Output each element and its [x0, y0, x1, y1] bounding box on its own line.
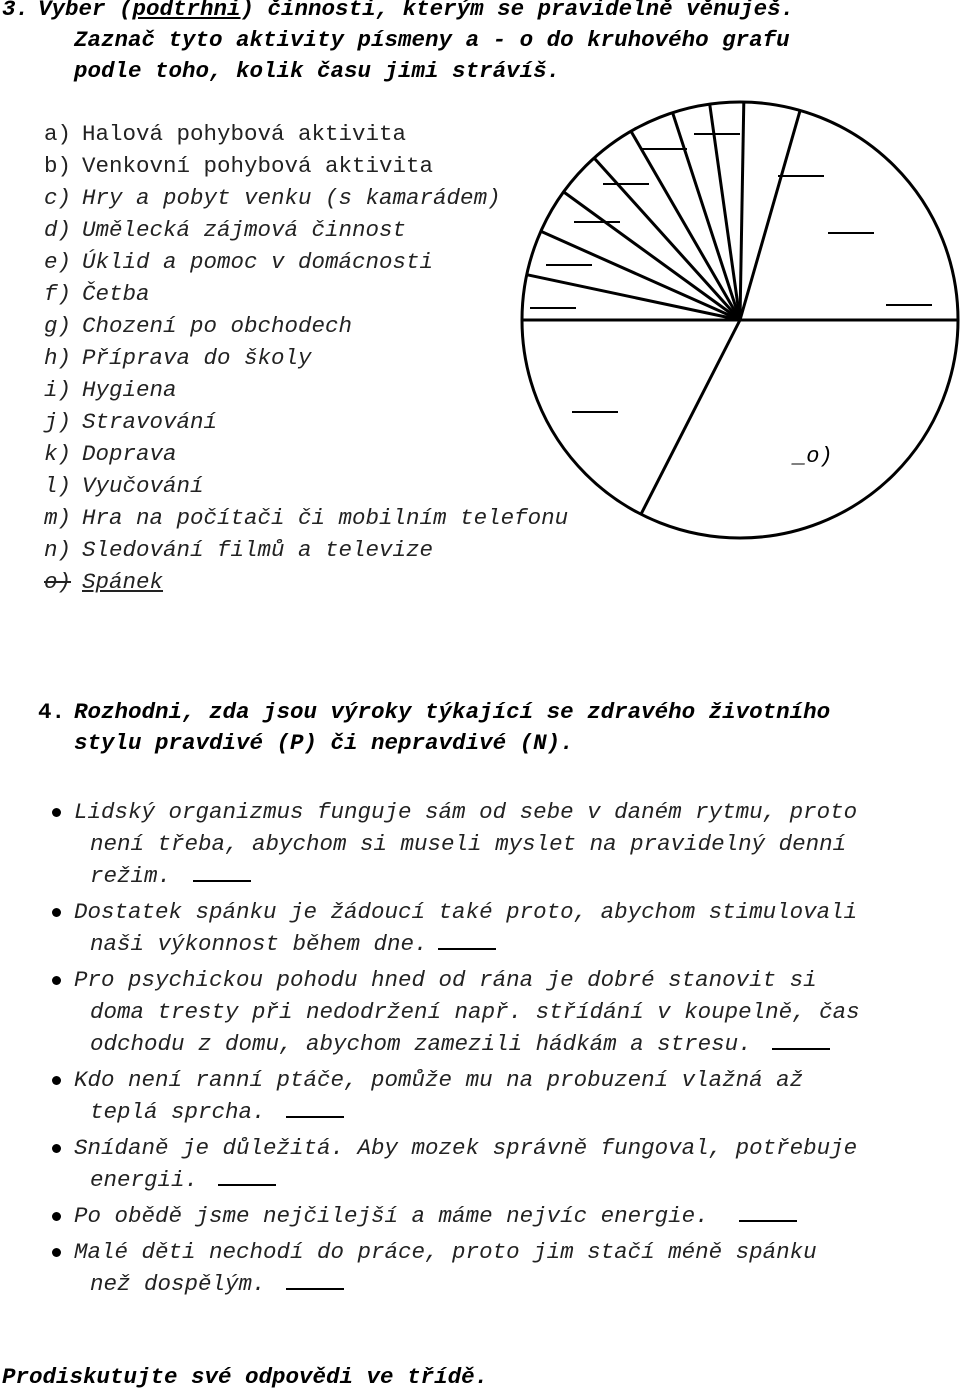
answer-blank[interactable]	[218, 1164, 276, 1186]
activity-text: Hry a pobyt venku (s kamarádem)	[82, 185, 501, 211]
bullet-icon	[52, 1212, 61, 1221]
activity-text: Venkovní pohybová aktivita	[82, 153, 434, 179]
statement-line	[74, 1236, 817, 1268]
activity-letter: b)	[44, 153, 72, 179]
task3-line1-pre: Vyber (	[38, 0, 133, 22]
task3-line1-underlined: podtrhni	[132, 0, 241, 22]
activity-letter: l)	[44, 473, 72, 499]
task4-line2: stylu pravdivé (P) či nepravdivé (N).	[74, 730, 574, 756]
statement-text: Dostatek spánku je žádoucí také proto, abychom stimulovali	[74, 899, 858, 925]
bullet-icon	[52, 1076, 61, 1085]
task3-line1-post: ) činnosti, kterým se pravidelně věnuješ.	[240, 0, 795, 22]
footer-text: Prodiskutujte své odpovědi ve třídě.	[2, 1364, 489, 1390]
activity-text: Četba	[82, 281, 150, 307]
statement-text: teplá sprcha.	[90, 1099, 266, 1125]
statement-line	[90, 828, 846, 860]
statement-text: režim.	[90, 863, 172, 889]
activity-text: Hra na počítači či mobilním telefonu	[82, 505, 569, 531]
pie-label-o: _o)	[793, 444, 833, 469]
activity-text: Příprava do školy	[82, 345, 312, 371]
activity-letter: m)	[44, 505, 72, 531]
statement-line	[90, 860, 251, 892]
activity-letter: o)	[44, 569, 72, 595]
activity-text: Halová pohybová aktivita	[82, 121, 407, 147]
activity-text: Sledování filmů a televize	[82, 537, 434, 563]
activity-text: Hygiena	[82, 377, 177, 403]
activity-letter: n)	[44, 537, 72, 563]
task3-line2: Zaznač tyto aktivity písmeny a - o do kruhového grafu	[74, 27, 790, 53]
statement-line	[90, 1164, 276, 1196]
answer-blank[interactable]	[286, 1096, 344, 1118]
answer-blank[interactable]	[772, 1028, 830, 1050]
statement-line	[74, 964, 817, 996]
bullet-icon	[52, 908, 61, 917]
pie-slice-divider	[631, 131, 740, 320]
statement-line	[90, 1028, 830, 1060]
bullet-icon	[52, 1144, 61, 1153]
activity-letter: f)	[44, 281, 72, 307]
bullet-icon	[52, 808, 61, 817]
statement-line	[74, 1132, 857, 1164]
answer-blank[interactable]	[739, 1200, 797, 1222]
activity-letter: g)	[44, 313, 72, 339]
statement-text: Lidský organizmus funguje sám od sebe v daném rytmu, proto	[74, 799, 858, 825]
statement-text: Snídaně je důležitá. Aby mozek správně fungoval, potřebuje	[74, 1135, 858, 1161]
statement-line	[90, 928, 496, 960]
activity-text: Spánek	[82, 569, 164, 595]
statement-line	[90, 996, 860, 1028]
bullet-icon	[52, 976, 61, 985]
activity-letter: e)	[44, 249, 72, 275]
pie-slice-divider	[710, 104, 740, 320]
statement-text: Malé děti nechodí do práce, proto jim stačí méně spánku	[74, 1239, 817, 1265]
bullet-icon	[52, 1248, 61, 1257]
activity-letter: i)	[44, 377, 72, 403]
statement-text: odchodu z domu, abychom zamezili hádkám a stresu.	[90, 1031, 752, 1057]
activity-text: Umělecká zájmová činnost	[82, 217, 407, 243]
statement-text: není třeba, abychom si museli myslet na pravidelný denní	[90, 831, 847, 857]
activity-letter: j)	[44, 409, 72, 435]
statement-text: Pro psychickou pohodu hned od rána je dobré stanovit si	[74, 967, 817, 993]
task4-number: 4.	[38, 699, 66, 725]
pie-slice-divider	[740, 110, 800, 320]
task4-line1: Rozhodni, zda jsou výroky týkající se zdravého životního	[74, 699, 831, 725]
statement-line	[74, 1064, 803, 1096]
activity-letter: c)	[44, 185, 72, 211]
statement-text: energii.	[90, 1167, 199, 1193]
answer-blank[interactable]	[438, 928, 496, 950]
activity-text: Doprava	[82, 441, 177, 467]
pie-slice-divider	[641, 320, 740, 514]
task3-line3: podle toho, kolik času jimi strávíš.	[74, 58, 561, 84]
activity-text: Vyučování	[82, 473, 204, 499]
task3-number: 3.	[2, 0, 30, 22]
statement-line	[74, 1200, 797, 1232]
activity-letter: a)	[44, 121, 72, 147]
statement-line	[74, 896, 857, 928]
statement-line	[90, 1096, 344, 1128]
statement-text: naši výkonnost během dne.	[90, 931, 428, 957]
activity-text: Stravování	[82, 409, 218, 435]
statement-text: Kdo není ranní ptáče, pomůže mu na probuzení vlažná až	[74, 1067, 804, 1093]
statement-line	[74, 796, 857, 828]
activity-letter: h)	[44, 345, 72, 371]
statement-text: doma tresty při nedodržení např. střídání v koupelně, čas	[90, 999, 860, 1025]
statement-text: než dospělým.	[90, 1271, 266, 1297]
answer-blank[interactable]	[286, 1268, 344, 1290]
statement-text: Po obědě jsme nejčilejší a máme nejvíc energie.	[74, 1203, 709, 1229]
activity-text: Úklid a pomoc v domácnosti	[82, 249, 434, 275]
activity-text: Chození po obchodech	[82, 313, 353, 339]
activity-letter: k)	[44, 441, 72, 467]
pie-slice-divider	[541, 231, 740, 320]
statement-line	[90, 1268, 344, 1300]
pie-slice-divider	[740, 102, 744, 320]
pie-slice-divider	[673, 113, 740, 320]
pie-slice-divider	[594, 158, 740, 320]
activity-letter: d)	[44, 217, 72, 243]
answer-blank[interactable]	[193, 860, 251, 882]
